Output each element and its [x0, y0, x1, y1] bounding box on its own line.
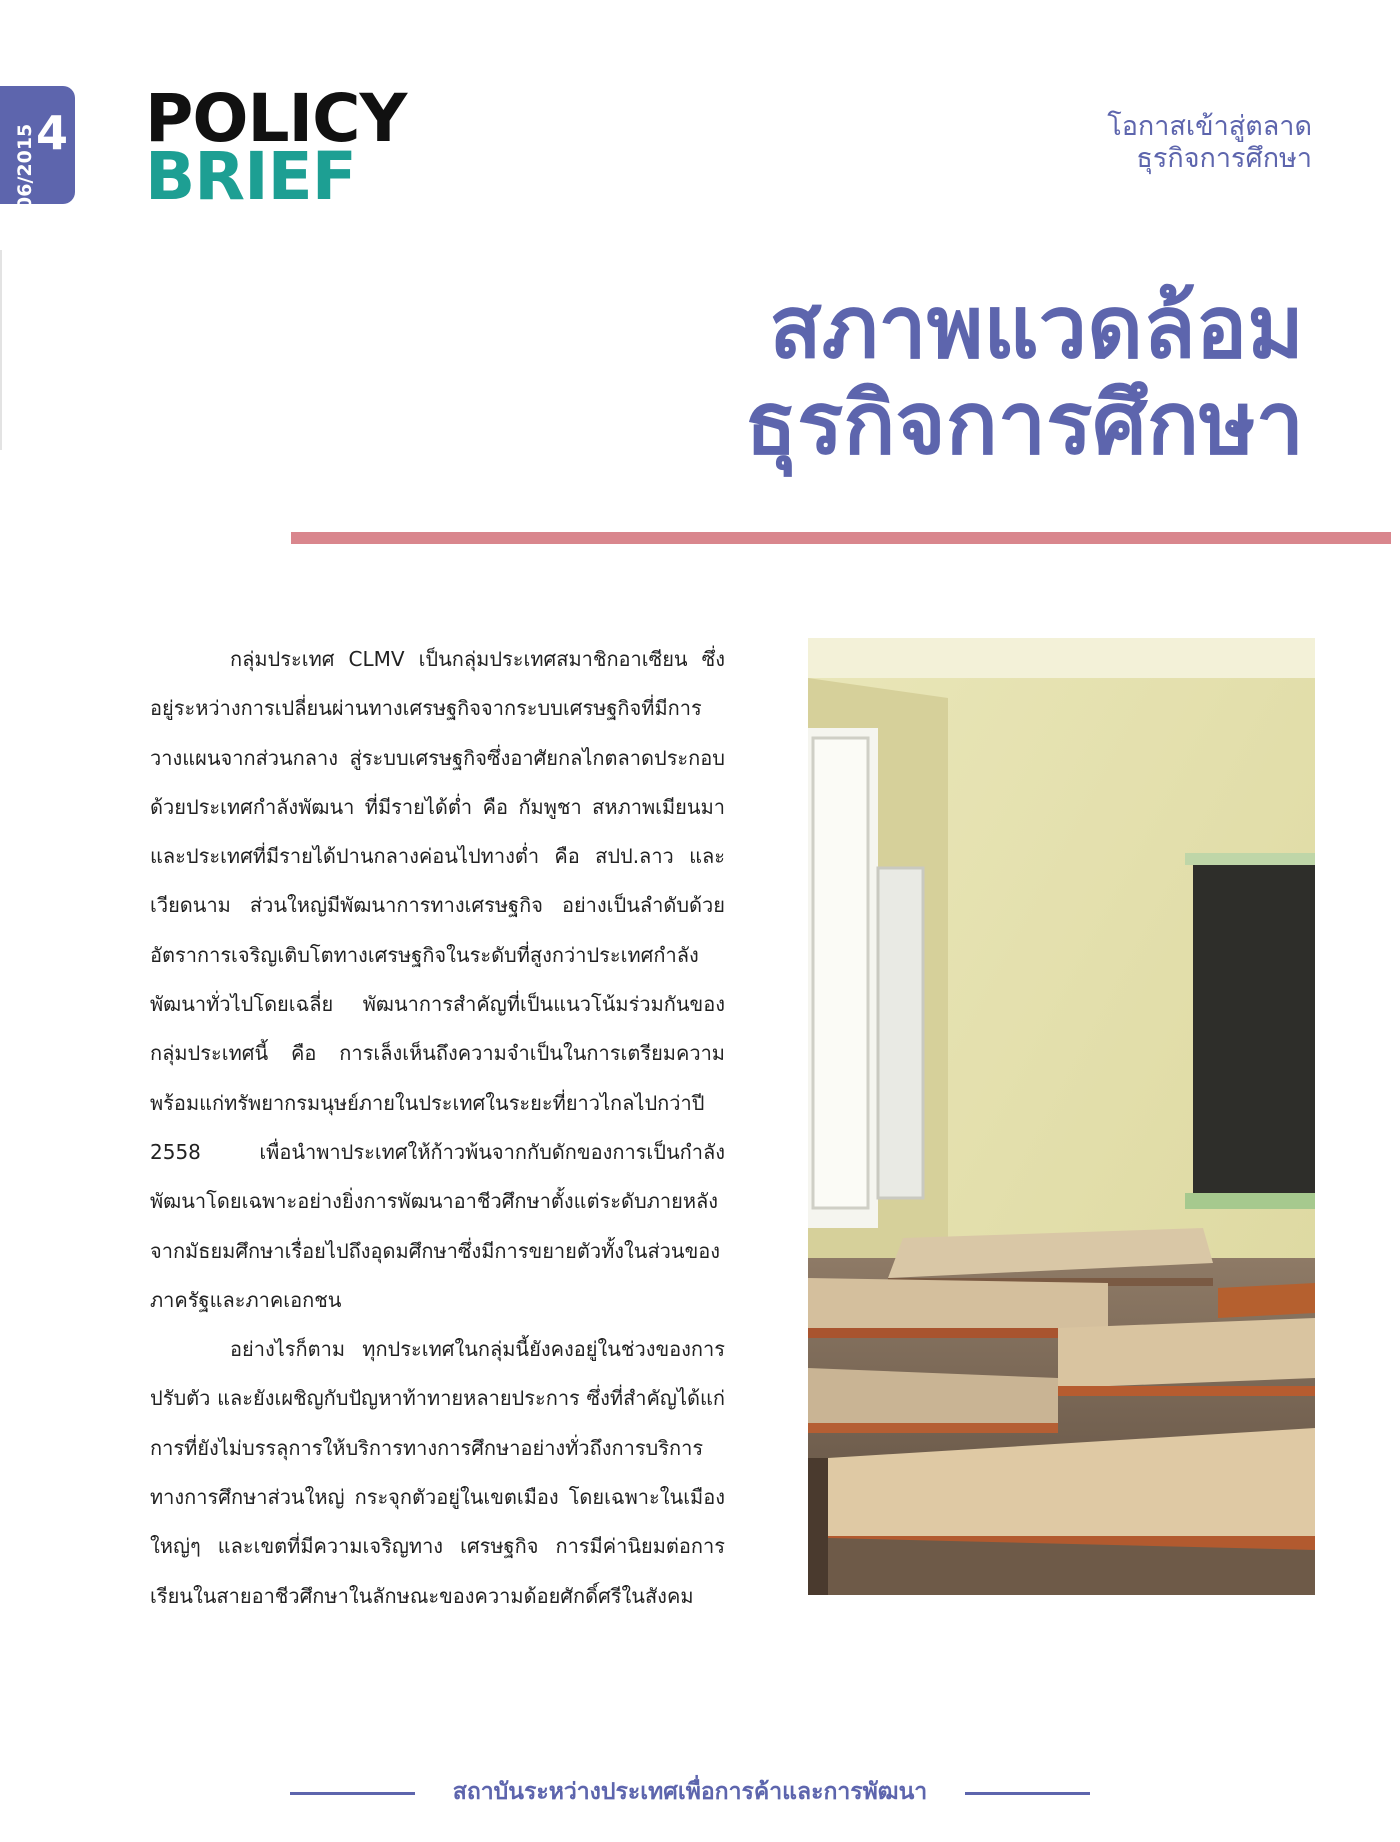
side-divider	[0, 250, 2, 450]
classroom-photo	[808, 638, 1315, 1595]
footer-line-left	[290, 1792, 415, 1795]
series-title	[992, 110, 1312, 175]
footer-organization: สถาบันระหว่างประเทศเพื่อการค้าและการพัฒนา	[452, 1779, 928, 1805]
series-title-line1: โอกาสเข้าสู่ตลาด	[1107, 111, 1312, 141]
page-title-line2: ธุรกิจการศึกษา	[744, 374, 1304, 475]
footer	[0, 1768, 1400, 1818]
logo-policy-text: POLICY	[145, 80, 407, 157]
page-title-line1: สภาพแวดล้อม	[769, 278, 1304, 378]
policy-brief-logo	[145, 80, 407, 216]
issue-date: 06/2015	[14, 123, 36, 210]
logo-brief-text: BRIEF	[145, 138, 356, 216]
issue-tab	[0, 86, 75, 210]
paragraph-1: กลุ่มประเทศ CLMV เป็นกลุ่มประเทศสมาชิกอาเซียน ซึ่งอยู่ระหว่างการเปลี่ยนผ่านทางเศรษฐกิจจากระบบเศรษฐกิจที่มีการวางแผนจากส่วนกลาง สู่ระบบเศรษฐกิจซึ่งอาศัยกลไกตลาดประกอบด้วยประเทศกำลังพัฒนา ที่มีรายได้ต่ำ คือ กัมพูชา สหภาพเมียนมา และประเทศที่มีรายได้ปานกลางค่อนไปทางต่ำ คือ สปป.ลาว และเวียดนาม ส่วนใหญ่มีพัฒนาการทางเศรษฐกิจ อย่างเป็นลำดับด้วยอัตราการเจริญเติบโตทางเศรษฐกิจในระดับที่สูงกว่าประเทศกำลังพัฒนาทั่วไปโดยเฉลี่ย พัฒนาการสำคัญที่เป็นแนวโน้มร่วมกันของกลุ่มประเทศนี้ คือ การเล็งเห็นถึงความจำเป็นในการเตรียมความพร้อมแก่ทรัพยากรมนุษย์ภายในประเทศในระยะที่ยาวไกลไปกว่าปี 2558 เพื่อนำพาประเทศให้ก้าวพ้นจากกับดักของการเป็นกำลังพัฒนาโดยเฉพาะอย่างยิ่งการพัฒนาอาชีวศึกษาตั้งแต่ระดับภายหลังจากมัธยมศึกษาเรื่อยไปถึงอุดมศึกษาซึ่งมีการขยายตัวทั้งในส่วนของภาครัฐและภาคเอกชน	[150, 647, 725, 1312]
series-title-line2: ธุรกิจการศึกษา	[1136, 143, 1312, 174]
title-underline	[291, 532, 1391, 544]
footer-line-right	[965, 1792, 1090, 1795]
body-text	[150, 635, 725, 1621]
classroom-illustration	[808, 638, 1315, 1595]
paragraph-2: อย่างไรก็ตาม ทุกประเทศในกลุ่มนี้ยังคงอยู่ในช่วงของการปรับตัว และยังเผชิญกับปัญหาท้าทายหลายประการ ซึ่งที่สำคัญได้แก่การที่ยังไม่บรรลุการให้บริการทางการศึกษาอย่างทั่วถึงการบริการทางการศึกษาส่วนใหญ่ กระจุกตัวอยู่ในเขตเมือง โดยเฉพาะในเมืองใหญ่ๆ และเขตที่มีความเจริญทาง เศรษฐกิจ การมีค่านิยมต่อการเรียนในสายอาชีวศึกษาในลักษณะของความด้อยศักดิ์ศรีในสังคม	[150, 1337, 725, 1608]
page-title	[524, 280, 1304, 473]
page-number: 4	[36, 106, 69, 160]
